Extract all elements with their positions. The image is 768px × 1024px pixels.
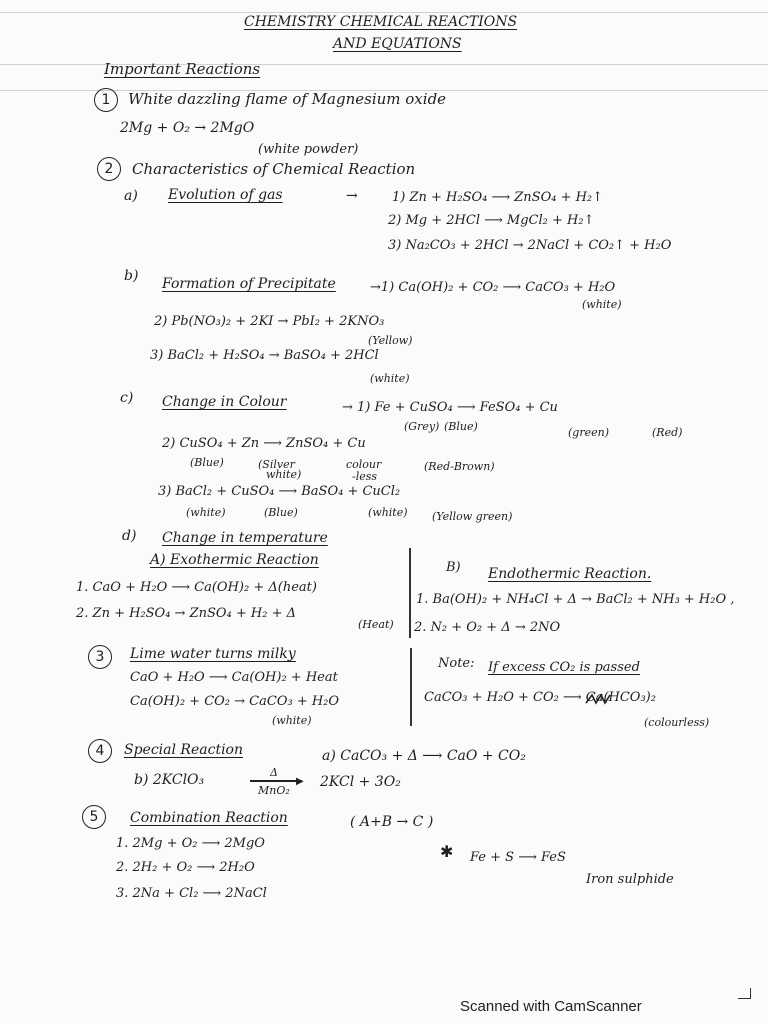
s2c-eq-1-note: (green)	[568, 426, 609, 439]
s4-eq-b-rest: 2KCl + 3O₂	[320, 774, 401, 790]
s2c-eq-1-note: (Red)	[652, 426, 683, 439]
ruled-line	[0, 12, 768, 13]
s2a-eq-1: 1) Zn + H₂SO₄ ⟶ ZnSO₄ + H₂↑	[392, 190, 604, 205]
s2c-eq-2-note: (Red-Brown)	[424, 460, 495, 473]
s5-eq-1: 1. 2Mg + O₂ ⟶ 2MgO	[116, 836, 265, 851]
s2c-eq-2-note: (Silver	[258, 458, 295, 471]
section-heading: Important Reactions	[104, 60, 261, 78]
s3-note-text: If excess CO₂ is passed	[488, 660, 640, 675]
endothermic-eq-1: 1. Ba(OH)₂ + NH₄Cl + Δ → BaCl₂ + NH₃ + H₂O ,	[416, 592, 735, 607]
column-divider	[409, 548, 411, 638]
s3-eq-2: Ca(OH)₂ + CO₂ → CaCO₃ + H₂O	[130, 694, 340, 709]
s1-note: (white powder)	[258, 142, 359, 157]
s2c-eq-1-note: (Grey)	[404, 420, 440, 433]
s2-title: Characteristics of Chemical Reaction	[132, 160, 416, 178]
s2c-eq-2-note: white)	[266, 468, 302, 481]
s3-eq-1: CaO + H₂O ⟶ Ca(OH)₂ + Heat	[130, 670, 338, 685]
s2c-eq-2-note: colour	[346, 458, 382, 471]
s2c-eq-2-note: (Blue)	[190, 456, 224, 469]
s2a-eq-3: 3) Na₂CO₃ + 2HCl → 2NaCl + CO₂↑ + H₂O	[388, 238, 672, 253]
s1-equation: 2Mg + O₂ → 2MgO	[120, 120, 255, 136]
exothermic-heat-note: (Heat)	[358, 618, 394, 631]
s3-note-eq-note: (colourless)	[644, 716, 710, 729]
s4-arrow-line	[250, 780, 302, 782]
s4-eq-a: a) CaCO₃ + Δ ⟶ CaO + CO₂	[322, 748, 526, 764]
s2b-eq-3: 3) BaCl₂ + H₂SO₄ → BaSO₄ + 2HCl	[150, 348, 379, 363]
s2c-eq-3: 3) BaCl₂ + CuSO₄ ⟶ BaSO₄ + CuCl₂	[158, 484, 401, 499]
s4-eq-b-bottom: MnO₂	[258, 784, 290, 797]
s4-title: Special Reaction	[124, 742, 243, 758]
s2c-eq-1: → 1) Fe + CuSO₄ ⟶ FeSO₄ + Cu	[342, 400, 558, 415]
s5-title: Combination Reaction	[130, 810, 288, 826]
s5-side-note: Iron sulphide	[586, 872, 674, 887]
section-number-2: 2	[97, 157, 121, 181]
star-icon: ✱	[440, 842, 454, 861]
s2c-eq-3-note: (white)	[368, 506, 408, 519]
section-number-1: 1	[94, 88, 118, 112]
s3-note-eq: CaCO₃ + H₂O + CO₂ ⟶ Ca(HCO₃)₂	[424, 690, 656, 705]
s2c-eq-3-note: (Blue)	[264, 506, 298, 519]
s2c-eq-1-note: (Blue)	[444, 420, 478, 433]
page-subtitle: AND EQUATIONS	[333, 36, 462, 52]
s1-title: White dazzling flame of Magnesium oxide	[128, 90, 447, 108]
section-number-4: 4	[88, 739, 112, 763]
s2c-title: Change in Colour	[162, 394, 287, 410]
s2b-eq-2-note: (Yellow)	[368, 334, 413, 347]
corner-mark	[738, 988, 751, 999]
s2b-eq-2: 2) Pb(NO₃)₂ + 2KI → PbI₂ + 2KNO₃	[154, 314, 385, 329]
page-title: CHEMISTRY CHEMICAL REACTIONS	[244, 14, 518, 30]
s2d-title: Change in temperature	[162, 530, 328, 546]
s2c-label: c)	[120, 390, 134, 406]
s2a-eq-2: 2) Mg + 2HCl ⟶ MgCl₂ + H₂↑	[388, 213, 595, 228]
s2b-eq-3-note: (white)	[370, 372, 410, 385]
s4-eq-b-top: Δ	[270, 766, 278, 779]
section-number-5: 5	[82, 805, 106, 829]
s2a-label: a)	[124, 188, 138, 204]
s2c-eq-2: 2) CuSO₄ + Zn ⟶ ZnSO₄ + Cu	[162, 436, 366, 451]
endothermic-eq-2: 2. N₂ + O₂ + Δ → 2NO	[414, 620, 561, 635]
s3-note-label: Note:	[438, 656, 475, 671]
s5-eq-2: 2. 2H₂ + O₂ ⟶ 2H₂O	[116, 860, 255, 875]
exothermic-eq-1: 1. CaO + H₂O ⟶ Ca(OH)₂ + Δ(heat)	[76, 580, 317, 595]
s5-side-eq: Fe + S ⟶ FeS	[470, 850, 566, 865]
s2a-title: Evolution of gas	[168, 187, 283, 203]
s2a-arrow: →	[346, 188, 358, 204]
section-number-3: 3	[88, 645, 112, 669]
s2b-label: b)	[124, 268, 139, 284]
s5-form: ( A+B → C )	[350, 814, 434, 830]
s2d-label: d)	[122, 528, 137, 544]
s2b-title: Formation of Precipitate	[162, 276, 336, 292]
struck-out-scribble	[584, 692, 614, 706]
s3-eq-note: (white)	[272, 714, 312, 727]
s4-eq-b: b) 2KClO₃	[134, 772, 205, 788]
exothermic-title: A) Exothermic Reaction	[150, 552, 319, 568]
s3-title: Lime water turns milky	[130, 646, 296, 662]
endothermic-label: B)	[446, 560, 461, 575]
s2b-eq-1-note: (white)	[582, 298, 622, 311]
s4-arrow-head: ▶	[296, 776, 304, 787]
scanner-watermark: Scanned with CamScanner	[460, 998, 642, 1015]
endothermic-title: Endothermic Reaction.	[488, 566, 652, 582]
exothermic-eq-2: 2. Zn + H₂SO₄ → ZnSO₄ + H₂ + Δ	[76, 606, 297, 621]
s2c-eq-3-note: (Yellow green)	[432, 510, 513, 523]
column-divider	[410, 648, 412, 726]
s2c-eq-3-note: (white)	[186, 506, 226, 519]
s2b-eq-1: →1) Ca(OH)₂ + CO₂ ⟶ CaCO₃ + H₂O	[370, 280, 616, 295]
s5-eq-3: 3. 2Na + Cl₂ ⟶ 2NaCl	[116, 886, 267, 901]
s2c-eq-2-note: -less	[352, 470, 378, 483]
